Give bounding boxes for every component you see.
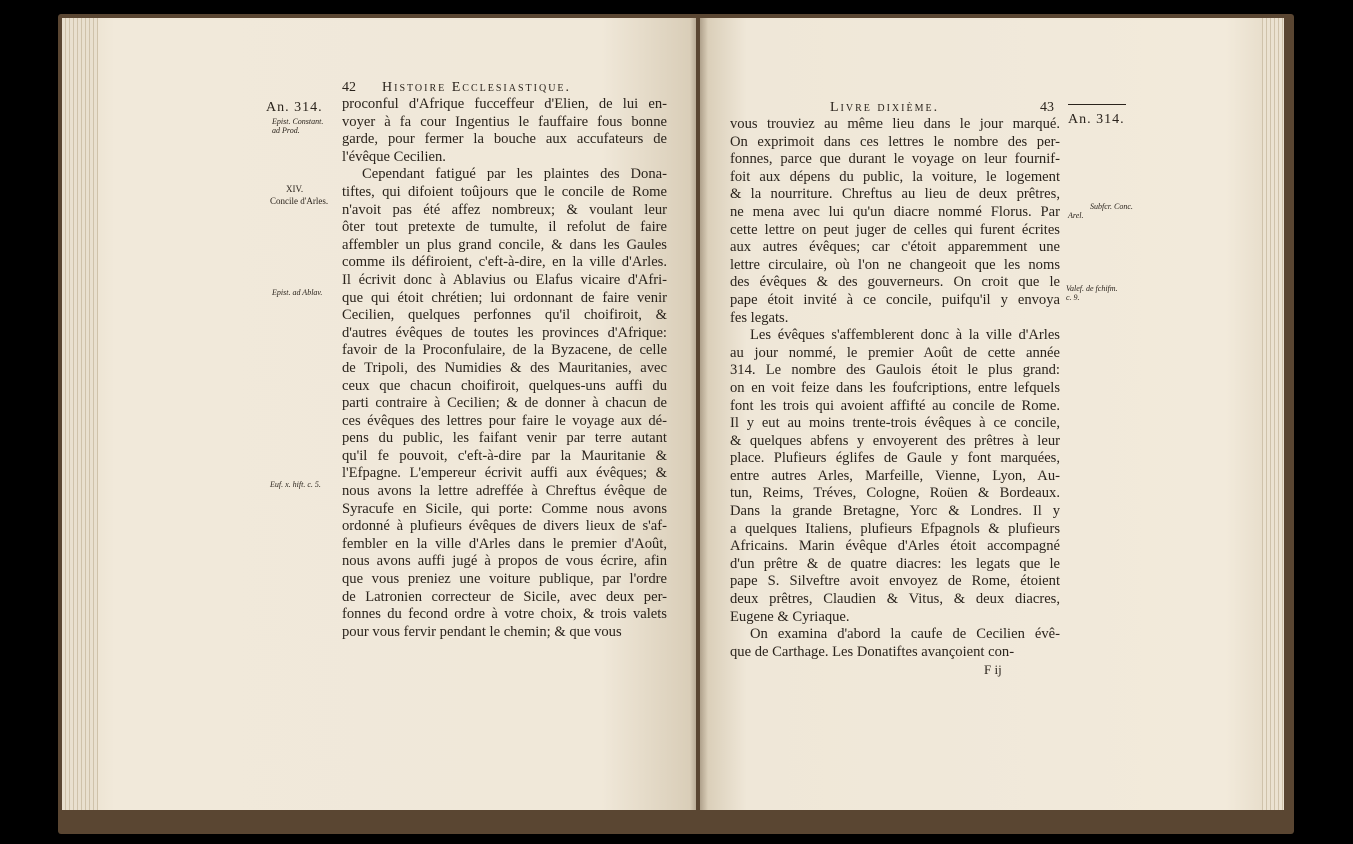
text-line: des évêques & des gouverneurs. On croit que le — [730, 274, 1060, 291]
margin-note-euseb: Euf. x. hift. c. 5. — [270, 480, 321, 489]
text-line: ordonné à plufieurs évêques de divers lieux de s'af- — [342, 518, 667, 535]
text-line: Syracufe en Sicile, qui porte: Comme nous avons — [342, 500, 667, 517]
text-line: 314. Le nombre des Gaulois étoit le plus grand: — [730, 362, 1060, 379]
left-year-label: An. 314. — [266, 100, 323, 115]
text-line: On exprimoit dans ces lettres le nombre des per- — [730, 133, 1060, 150]
right-running-head: Livre dixième. — [830, 100, 940, 115]
text-line: entre autres Arles, Marfeille, Vienne, Lyon, Au- — [730, 467, 1060, 484]
text-line: & la nourriture. Chreftus au lieu de deux prêtres, — [730, 186, 1060, 203]
text-line: de Latronien correcteur de Sicile, avec deux per- — [342, 588, 667, 605]
text-line: pape étoit invité à ce concile, puifqu'il y envoya — [730, 291, 1060, 308]
text-line: que qui étoit chrétien; lui ordonnant de faire venir — [342, 289, 667, 306]
right-header-rule — [1068, 104, 1126, 105]
margin-note-epist-constant-1: Epist. Constant. — [272, 117, 324, 126]
text-line: pape S. Silveftre avoit envoyez de Rome, étoient — [730, 573, 1060, 590]
text-line: Africains. Marin évêque d'Arles étoit accompagné — [730, 538, 1060, 555]
text-line: aux autres évêques; car c'étoit apparemment une — [730, 239, 1060, 256]
text-line: qu'il fe pouvoit, c'eft-à-dire par la Mauritanie & — [342, 447, 667, 464]
right-page-edges — [1262, 18, 1284, 810]
text-line: favoir de la Proconfulaire, de la Byzacene, de celle — [342, 342, 667, 359]
text-line: on en voit feize dans les foufcriptions, entre lefquels — [730, 379, 1060, 396]
text-line: de Tripoli, des Numidies & des Mauritanies, avec — [342, 359, 667, 376]
text-line: voyer à fa cour Ingentius le fauffaire fous bonne — [342, 113, 667, 130]
margin-note-concile: Concile d'Arles. — [270, 196, 329, 206]
margin-note-subscr-1: Subfcr. Conc. — [1090, 202, 1133, 211]
signature-mark: F ij — [984, 662, 1002, 677]
text-line: comme ils défiroient, c'eft-à-dire, en la ville d'Arles. — [342, 254, 667, 271]
text-line: tun, Reims, Tréves, Cologne, Roüen & Bordeaux. — [730, 485, 1060, 502]
text-line: Les évêques s'affemblerent donc à la ville d'Arles — [750, 327, 1060, 344]
text-line: proconful d'Afrique fucceffeur d'Elien, de lui en- — [342, 96, 667, 112]
text-line: fonnes, parce que durant le voyage on leur fournif- — [730, 151, 1060, 168]
text-line: pour vous fervir pendant le chemin; & que vous — [342, 623, 622, 640]
text-line: foit aux dépens du public, la voiture, le logement — [730, 168, 1060, 185]
text-line: affembler un plus grand concile, & dans les Gaules — [342, 236, 667, 253]
right-page-number: 43 — [1040, 100, 1054, 115]
text-line: au jour nommé, le premier Août de cette année — [730, 344, 1060, 361]
margin-note-epist-constant-2: ad Prod. — [272, 126, 300, 135]
text-line: fes legats. — [730, 309, 789, 326]
margin-section-number: XIV. — [286, 184, 304, 194]
text-line: l'Efpagne. L'empereur écrivit auffi aux évêques; & — [342, 465, 667, 482]
text-line: & quelques abfens y envoyerent des prêtres à leur — [730, 432, 1060, 449]
text-line: n'avoit pas été affez nombreux; & voulant leur — [342, 201, 667, 218]
text-line: nous avons la lettre adreffée à Chreftus évêque de — [342, 483, 667, 500]
text-line: que de Carthage. Les Donatiftes avançoient con- — [730, 643, 1015, 660]
margin-note-subscr-2: Arel. — [1068, 211, 1084, 220]
text-line: lettre circulaire, où l'on ne changeoit que les noms — [730, 256, 1060, 273]
margin-note-valef-2: c. 9. — [1066, 293, 1080, 302]
text-line: a quelques Italiens, plufieurs Efpagnols & plufieurs — [730, 520, 1060, 537]
left-page-edges — [62, 18, 98, 810]
left-running-head: Histoire Ecclesiastique. — [382, 80, 572, 95]
text-line: Il écrivit donc à Ablavius ou Elafus vicaire d'Afri- — [342, 271, 667, 288]
left-body-text — [342, 96, 667, 641]
text-line: pens du public, les faifant venir par terre autant — [342, 430, 667, 447]
text-line: nous avons auffi jugé à propos de vous écrire, afin — [342, 553, 667, 570]
text-line: ôter tout pretexte de tumulte, il refolut de faire — [342, 219, 667, 236]
text-line: d'un prêtre & de quatre diacres: les legats que le — [730, 555, 1060, 572]
text-line: ces évêques des lettres pour faire le voyage aux dé- — [342, 412, 667, 429]
text-line: Eugene & Cyriaque. — [730, 608, 850, 625]
text-line: Cecilien, quelques perfonnes qu'il choifiroit, & — [342, 307, 667, 324]
text-line: cette lettre on peut juger de celles qui furent écrites — [730, 221, 1060, 238]
text-line: ceux que chacun choifiroit, quelques-uns auffi du — [342, 377, 667, 394]
text-line: Cependant fatigué par les plaintes des Dona- — [362, 166, 667, 183]
text-line: fonnes du fecond ordre à votre choix, & trois valets — [342, 606, 667, 623]
text-line: que vous preniez une voiture publique, par l'ordre — [342, 571, 667, 588]
text-line: l'évêque Cecilien. — [342, 148, 446, 165]
text-line: place. Plufieurs églifes de Gaule y font marquées, — [730, 450, 1060, 467]
left-page-number: 42 — [342, 80, 356, 95]
text-line: ne mena avec lui qu'un diacre nommé Florus. Par — [730, 203, 1060, 220]
text-line: fembler en la ville d'Arles dans le premier d'Août, — [342, 535, 667, 552]
text-line: d'autres évêques de toutes les provinces d'Afrique: — [342, 324, 667, 341]
right-year-label: An. 314. — [1068, 112, 1125, 127]
margin-note-epist-ablav: Epist. ad Ablav. — [272, 288, 323, 297]
book-gutter — [690, 18, 708, 810]
text-line: Il y eut au moins trente-trois évêques à ce concile, — [730, 415, 1060, 432]
text-line: On examina d'abord la caufe de Cecilien évê- — [750, 626, 1060, 643]
margin-note-valef-1: Valef. de fchifm. — [1066, 284, 1118, 293]
text-line: parti contraire à Cecilien; & de donner à chacun de — [342, 395, 667, 412]
text-line: Dans la grande Bretagne, Yorc & Londres. Il y — [730, 503, 1060, 520]
text-line: vous trouviez au même lieu dans le jour marqué. — [730, 116, 1060, 132]
text-line: tiftes, qui difoient toûjours que le concile de Rome — [342, 183, 667, 200]
right-body-text — [730, 116, 1060, 661]
text-line: deux prêtres, Claudien & Vitus, & deux diacres, — [730, 591, 1060, 608]
text-line: garde, pour fermer la bouche aux accufateurs de — [342, 131, 667, 148]
text-line: font les trois qui avoient affifté au concile de Rome. — [730, 397, 1060, 414]
